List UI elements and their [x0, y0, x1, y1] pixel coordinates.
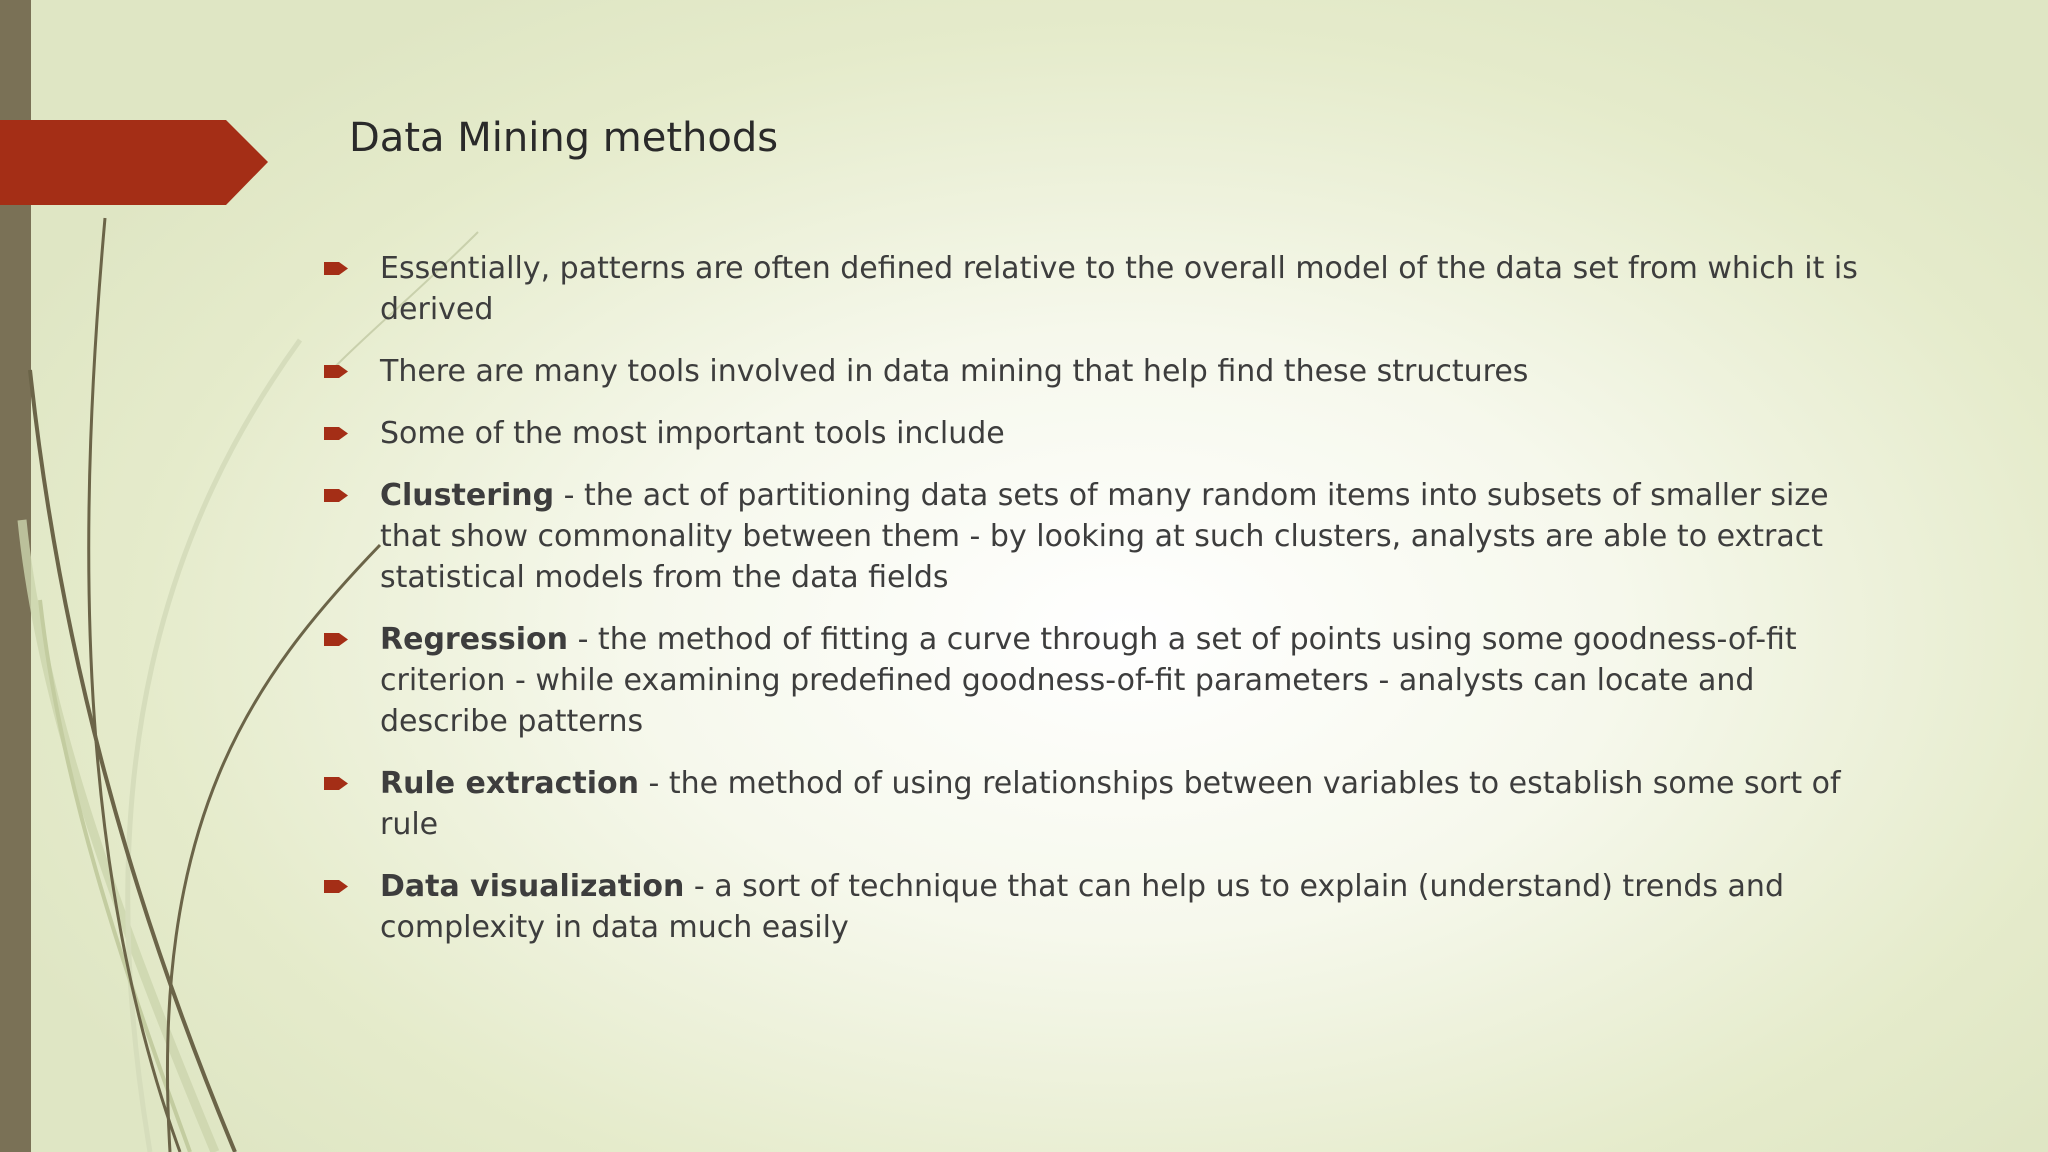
bullet-item — [380, 866, 1860, 948]
bullet-term: Data visualization — [380, 869, 685, 904]
bullet-item — [380, 619, 1860, 742]
arrow-bullet-icon — [324, 878, 350, 895]
bullet-list — [380, 248, 1860, 969]
arrow-bullet-icon — [324, 363, 350, 380]
arrow-bullet-icon — [324, 260, 350, 277]
bullet-term: Regression — [380, 622, 569, 657]
bullet-item — [380, 475, 1860, 598]
bullet-text: - the act of partitioning data sets of many random items into subsets of smaller size that show commonality between them - by looking at such clusters, analysts are able to extract statistical models from the data fields — [380, 478, 1829, 595]
bullet-term: Rule extraction — [380, 766, 639, 801]
bullet-text: Essentially, patterns are often defined relative to the overall model of the data set from which it is derived — [380, 251, 1858, 327]
bullet-text: Some of the most important tools include — [380, 416, 1005, 451]
bullet-item — [380, 413, 1860, 454]
bullet-item — [380, 248, 1860, 330]
title-arrow-accent — [0, 120, 268, 205]
bullet-item — [380, 351, 1860, 392]
bullet-item — [380, 763, 1860, 845]
arrow-bullet-icon — [324, 425, 350, 442]
light-swoosh — [128, 340, 300, 1152]
arrow-bullet-icon — [324, 775, 350, 792]
arrow-bullet-icon — [324, 631, 350, 648]
arrow-bullet-icon — [324, 487, 350, 504]
bullet-term: Clustering — [380, 478, 555, 513]
bullet-text: - the method of using relationships between variables to establish some sort of rule — [380, 766, 1841, 842]
bullet-text: - the method of fitting a curve through a set of points using some goodness-of-fit criterion - while examining predefined goodness-of-fit parameters - analysts can locate and describe patterns — [380, 622, 1797, 739]
bullet-text: - a sort of technique that can help us to explain (understand) trends and complexity in data much easily — [380, 869, 1784, 945]
slide-title: Data Mining methods — [349, 115, 779, 161]
bullet-text: There are many tools involved in data mining that help find these structures — [380, 354, 1529, 389]
light-swoosh — [22, 520, 215, 1152]
